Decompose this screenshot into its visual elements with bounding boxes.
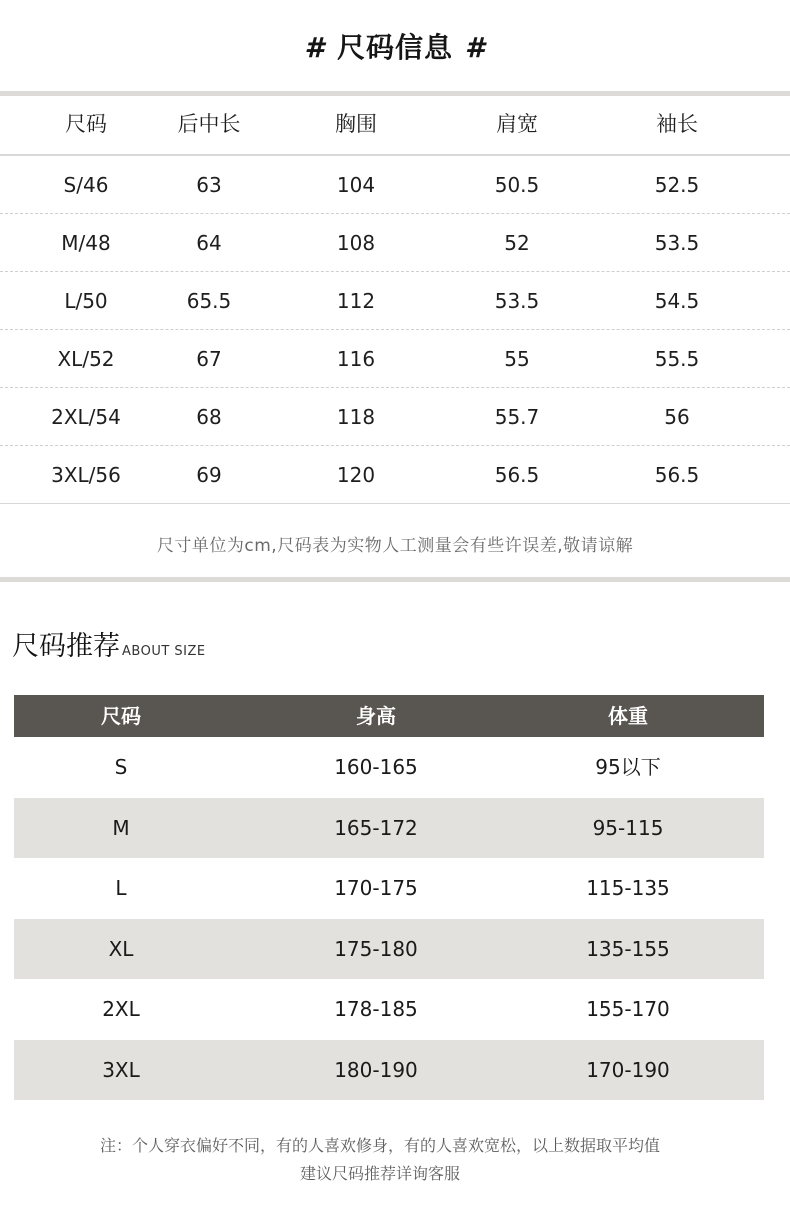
table-cell: 52.5 [654, 173, 700, 197]
table-cell: 2XL [102, 997, 140, 1021]
table-cell: L/50 [64, 289, 108, 313]
table-cell: 56 [664, 405, 690, 429]
size-recommend-table [14, 695, 764, 1100]
table-cell: 69 [196, 463, 222, 487]
section-divider [0, 577, 790, 582]
table-cell: 115-135 [586, 876, 670, 900]
header-shoulder: 肩宽 [496, 112, 538, 136]
footer-note-line1: 注：个人穿衣偏好不同，有的人喜欢修身，有的人喜欢宽松，以上数据取平均值 [99, 1136, 660, 1155]
table-cell: 108 [336, 231, 376, 255]
table-row [14, 798, 764, 859]
table-cell: 56.5 [654, 463, 700, 487]
table-cell: L [115, 876, 127, 900]
table-cell: 180-190 [334, 1057, 418, 1082]
table-row [0, 156, 790, 214]
table-cell: 54.5 [654, 289, 700, 313]
table-row [14, 737, 764, 798]
table-cell: 95以下 [595, 755, 661, 779]
table-cell: 53.5 [654, 231, 700, 255]
table-cell: XL [108, 936, 134, 961]
table-cell: S [114, 755, 128, 779]
table-cell: 55 [504, 347, 530, 371]
table-row [0, 446, 790, 504]
table-row [14, 919, 764, 980]
header-back-length: 后中长 [177, 112, 241, 136]
table-cell: 67 [196, 347, 222, 371]
size-unit-note: 尺寸单位为cm,尺码表为实物人工测量会有些许误差,敬请谅解 [156, 536, 634, 556]
table-cell: 65.5 [186, 289, 232, 313]
table-cell: 53.5 [494, 289, 540, 313]
table-cell: 55.7 [494, 405, 540, 429]
table-cell: M/48 [61, 231, 111, 255]
recommend-table-header [14, 695, 764, 737]
table-cell: 95-115 [592, 815, 664, 840]
header-sleeve: 袖长 [656, 112, 698, 136]
header-chest: 胸围 [335, 112, 377, 136]
table-cell: 170-190 [586, 1057, 670, 1082]
table-row [0, 330, 790, 388]
table-cell: 50.5 [494, 173, 540, 197]
table-row [14, 858, 764, 919]
table-cell: 2XL/54 [51, 405, 121, 429]
table-cell: 112 [336, 289, 376, 313]
table-cell: 3XL [102, 1057, 140, 1082]
page-title-text: 尺码信息 [336, 31, 453, 64]
hash-left: # [304, 31, 325, 64]
recommend-heading-en: ABOUT SIZE [122, 644, 206, 659]
size-table-header [0, 96, 790, 156]
table-cell: 175-180 [334, 936, 418, 961]
table-cell: 55.5 [654, 347, 700, 371]
table-cell: 170-175 [334, 876, 418, 900]
table-cell: 160-165 [334, 755, 418, 779]
header-height: 身高 [356, 704, 396, 728]
table-cell: 52 [504, 231, 530, 255]
table-row [0, 272, 790, 330]
table-row [14, 1040, 764, 1101]
table-row [0, 214, 790, 272]
table-cell: 63 [196, 173, 222, 197]
table-cell: 165-172 [334, 815, 418, 840]
hash-right: # [465, 31, 486, 64]
table-cell: 155-170 [586, 997, 670, 1021]
table-cell: 116 [336, 347, 376, 371]
table-cell: 104 [336, 173, 376, 197]
table-cell: M [112, 815, 130, 840]
footer-note [0, 1132, 760, 1188]
table-cell: 68 [196, 405, 222, 429]
table-row [0, 388, 790, 446]
footer-note-line2: 建议尺码推荐详询客服 [299, 1164, 460, 1183]
table-cell: 64 [196, 231, 222, 255]
page-title [0, 26, 790, 66]
size-info-table [0, 96, 790, 504]
header-size: 尺码 [101, 704, 141, 728]
table-cell: S/46 [63, 173, 109, 197]
recommend-heading-zh: 尺码推荐 [12, 631, 120, 662]
table-cell: 178-185 [334, 997, 418, 1021]
table-cell: 56.5 [494, 463, 540, 487]
table-cell: 3XL/56 [51, 463, 121, 487]
header-weight: 体重 [608, 704, 648, 728]
table-cell: XL/52 [57, 347, 115, 371]
table-cell: 135-155 [586, 936, 670, 961]
table-cell: 120 [336, 463, 376, 487]
header-size: 尺码 [65, 112, 107, 136]
table-row [14, 979, 764, 1040]
table-cell: 118 [336, 405, 376, 429]
recommend-heading [12, 624, 206, 663]
